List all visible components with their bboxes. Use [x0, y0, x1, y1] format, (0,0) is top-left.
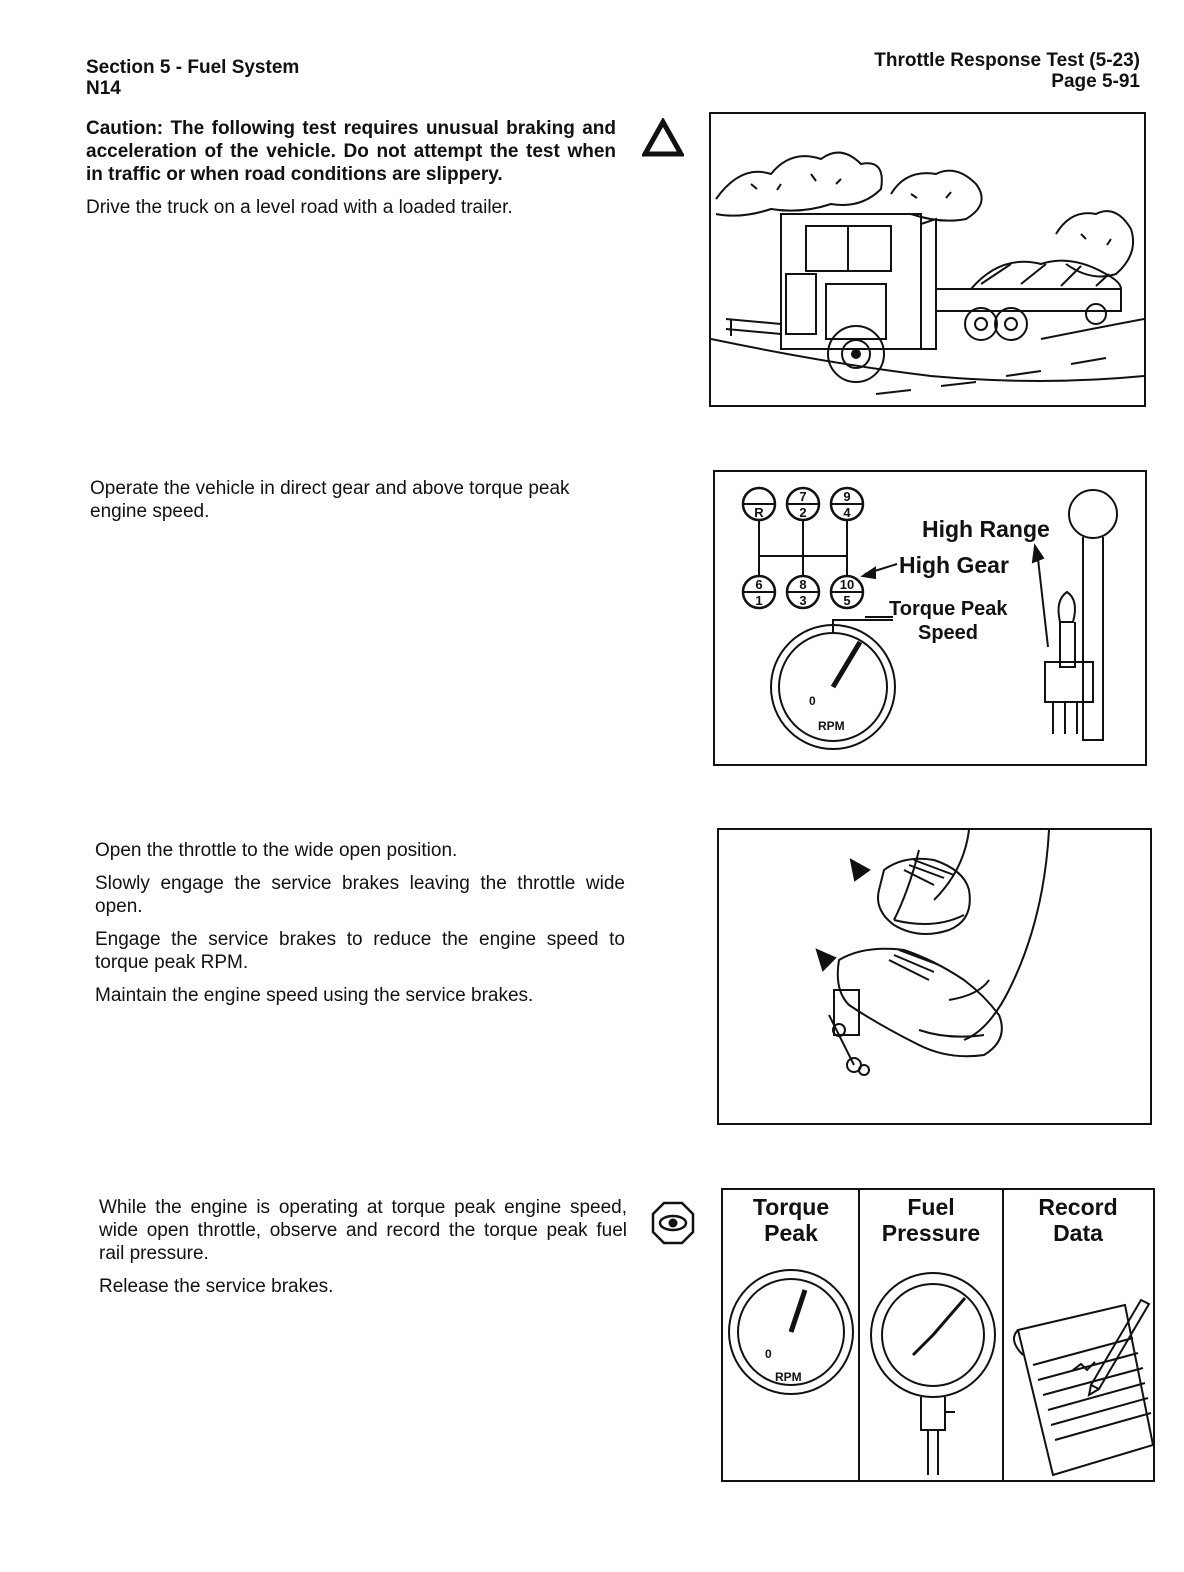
- gear-top-number: 8: [799, 577, 807, 592]
- section-title: Section 5 - Fuel System: [86, 57, 300, 78]
- fuel-title-line1: Fuel: [907, 1194, 955, 1220]
- torque-peak-title: [723, 1194, 859, 1246]
- torque-title-line2: Peak: [764, 1220, 818, 1246]
- gear-bottom-number: 1: [755, 593, 763, 608]
- gear-bottom-number: 5: [843, 593, 851, 608]
- gear-bottom-number: R: [754, 505, 764, 520]
- step2-text: [90, 477, 630, 533]
- step3-line-1: Open the throttle to the wide open position.: [95, 840, 458, 861]
- torque-peak-label: Torque Peak: [889, 598, 1008, 620]
- record-title-line2: Data: [1053, 1220, 1103, 1246]
- gear-top-number: 7: [799, 489, 807, 504]
- section-header: [86, 57, 299, 99]
- gear-bottom-number: 3: [799, 593, 807, 608]
- record-data-title: [1003, 1194, 1153, 1246]
- engine-model: N14: [86, 78, 121, 99]
- step4-text: [99, 1196, 627, 1308]
- gear-position-4: [743, 576, 775, 608]
- fuel-pressure-title: [859, 1194, 1003, 1246]
- gear-bottom-number: 2: [799, 505, 807, 520]
- step4-line-2: Release the service brakes.: [99, 1276, 334, 1297]
- gear-top-number: 9: [843, 489, 851, 504]
- gear-position-3: [831, 488, 863, 520]
- gear-top-number: 6: [755, 577, 763, 592]
- speed-label: Speed: [918, 622, 979, 644]
- gear-position-2: [787, 488, 819, 520]
- gear-shift-diagram: [713, 470, 1147, 766]
- step1-instruction: Drive the truck on a level road with a loaded trailer.: [86, 197, 513, 218]
- gear-position-5: [787, 576, 819, 608]
- caution-text: Caution: The following test requires unusual braking and acceleration of the vehicle. Do not attempt the test when in traffic or when road conditions are slippery.: [86, 118, 616, 185]
- torque-title-line1: Torque: [752, 1194, 830, 1220]
- observe-eye-icon: [650, 1200, 696, 1246]
- step3-line-4: Maintain the engine speed using the service brakes.: [95, 985, 534, 1006]
- gear-bottom-number: 4: [843, 505, 851, 520]
- step1-text: [86, 117, 616, 229]
- fuel-title-line2: Pressure: [881, 1220, 981, 1246]
- panel-zero-label: 0: [765, 1347, 772, 1361]
- gear-position-1: [743, 488, 775, 520]
- warning-icon: [642, 118, 684, 158]
- truck-illustration: [709, 112, 1146, 407]
- step2-instruction: Operate the vehicle in direct gear and above torque peak engine speed.: [90, 478, 570, 522]
- gear-top-number: 10: [839, 577, 855, 592]
- gear-position-6: [831, 576, 863, 608]
- record-data-diagram: [721, 1188, 1155, 1482]
- zero-label: 0: [809, 694, 816, 708]
- panel-rpm-label: RPM: [775, 1370, 802, 1384]
- step3-line-2: Slowly engage the service brakes leaving the throttle wide open.: [95, 873, 625, 917]
- brake-pedal-illustration: [717, 828, 1152, 1125]
- high-gear-label: High Gear: [899, 552, 1009, 578]
- test-header: [874, 50, 1140, 92]
- step4-line-1: While the engine is operating at torque peak engine speed, wide open throttle, observe and record the torque peak fuel rail pressure.: [99, 1197, 627, 1264]
- test-title: Throttle Response Test (5-23): [874, 50, 1140, 71]
- record-title-line1: Record: [1038, 1194, 1118, 1220]
- step3-line-3: Engage the service brakes to reduce the engine speed to torque peak RPM.: [95, 929, 625, 973]
- rpm-label: RPM: [818, 719, 845, 733]
- page-number: Page 5-91: [1051, 71, 1140, 92]
- high-range-label: High Range: [922, 516, 1050, 542]
- step3-text: [95, 839, 625, 1017]
